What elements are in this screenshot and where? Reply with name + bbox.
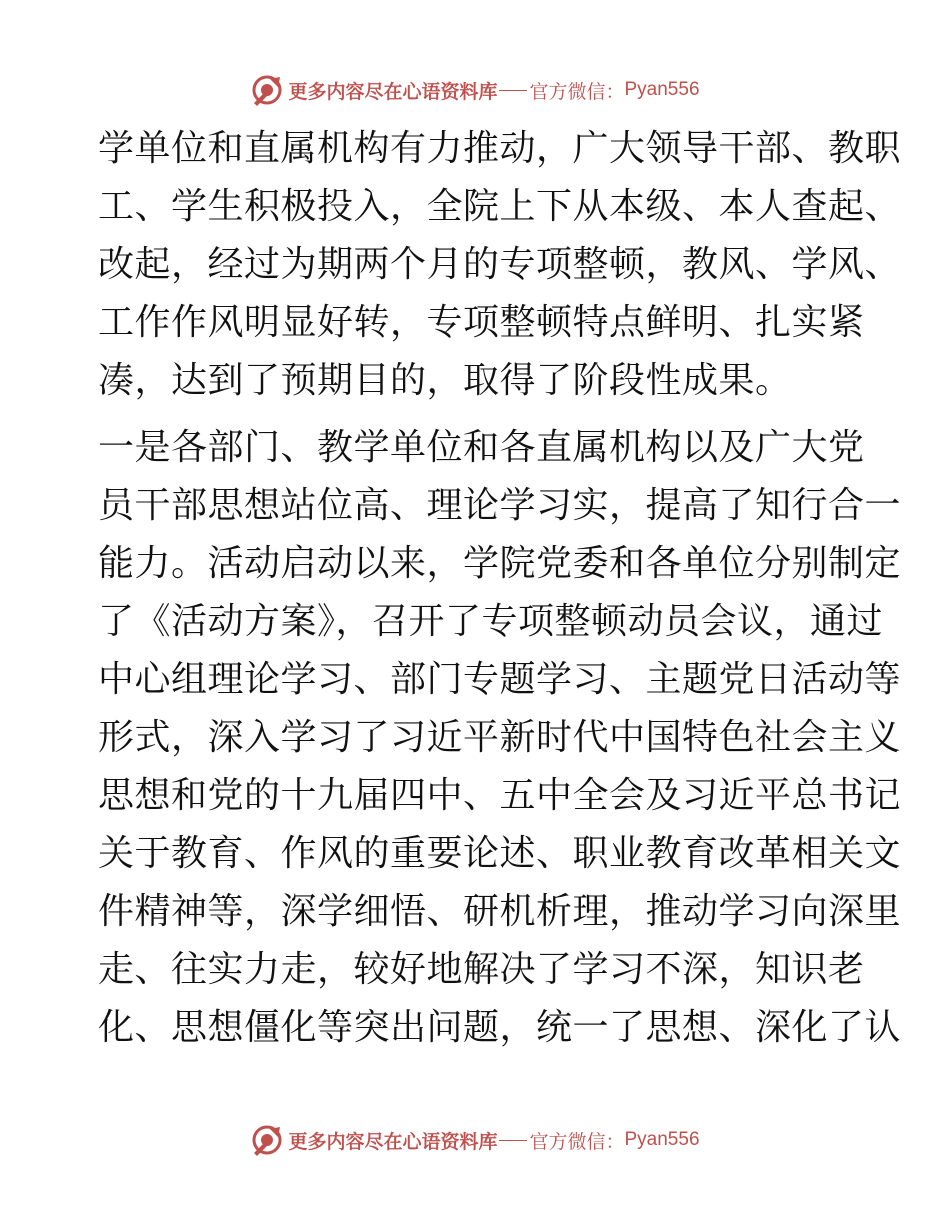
footer-dash bbox=[499, 1140, 527, 1141]
pen-logo-icon bbox=[250, 1123, 284, 1157]
text-line: 思想和党的十九届四中、五中全会及习近平总书记 bbox=[98, 775, 902, 816]
text-line: 件精神等，深学细悟、研机析理，推动学习向深里 bbox=[98, 891, 902, 932]
document-body bbox=[98, 120, 902, 1057]
header-dash bbox=[499, 90, 527, 91]
footer-banner bbox=[0, 1120, 950, 1160]
text-line: 改起，经过为期两个月的专项整顿，教风、学风、 bbox=[98, 244, 902, 285]
text-line: 学单位和直属机构有力推动，广大领导干部、教职 bbox=[98, 128, 902, 169]
text-line: 关于教育、作风的重要论述、职业教育改革相关文 bbox=[98, 833, 902, 874]
pen-logo-icon bbox=[250, 73, 284, 107]
text-line: 员干部思想站位高、理论学习实，提高了知行合一 bbox=[98, 485, 902, 526]
text-line: 走、往实力走，较好地解决了学习不深，知识老 bbox=[98, 949, 865, 990]
header-official-label: 官方微信： bbox=[529, 80, 625, 103]
header-brand-text: 更多内容尽在心语资料库 bbox=[288, 80, 498, 103]
text-line: 中心组理论学习、部门专题学习、主题党日活动等 bbox=[98, 659, 902, 700]
text-line: 能力。活动启动以来，学院党委和各单位分别制定 bbox=[98, 543, 902, 584]
footer-wechat-id: Pyan556 bbox=[624, 1129, 700, 1150]
paragraph-2 bbox=[98, 419, 902, 1057]
text-line: 工作作风明显好转，专项整顿特点鲜明、扎实紧 bbox=[98, 302, 865, 343]
text-line: 化、思想僵化等突出问题，统一了思想、深化了认 bbox=[98, 1007, 902, 1048]
paragraph-gap bbox=[98, 410, 858, 419]
header-banner bbox=[0, 70, 950, 110]
footer-official-label: 官方微信： bbox=[529, 1130, 625, 1153]
text-line: 一是各部门、教学单位和各直属机构以及广大党 bbox=[98, 427, 865, 468]
header-wechat-id: Pyan556 bbox=[624, 79, 700, 100]
text-line: 凑，达到了预期目的，取得了阶段性成果。 bbox=[98, 360, 792, 401]
footer-brand-text: 更多内容尽在心语资料库 bbox=[288, 1130, 498, 1153]
text-line: 形式，深入学习了习近平新时代中国特色社会主义 bbox=[98, 717, 902, 758]
text-line: 工、学生积极投入，全院上下从本级、本人查起、 bbox=[98, 186, 902, 227]
text-line: 了《活动方案》，召开了专项整顿动员会议，通过 bbox=[98, 601, 884, 642]
paragraph-1 bbox=[98, 120, 902, 410]
